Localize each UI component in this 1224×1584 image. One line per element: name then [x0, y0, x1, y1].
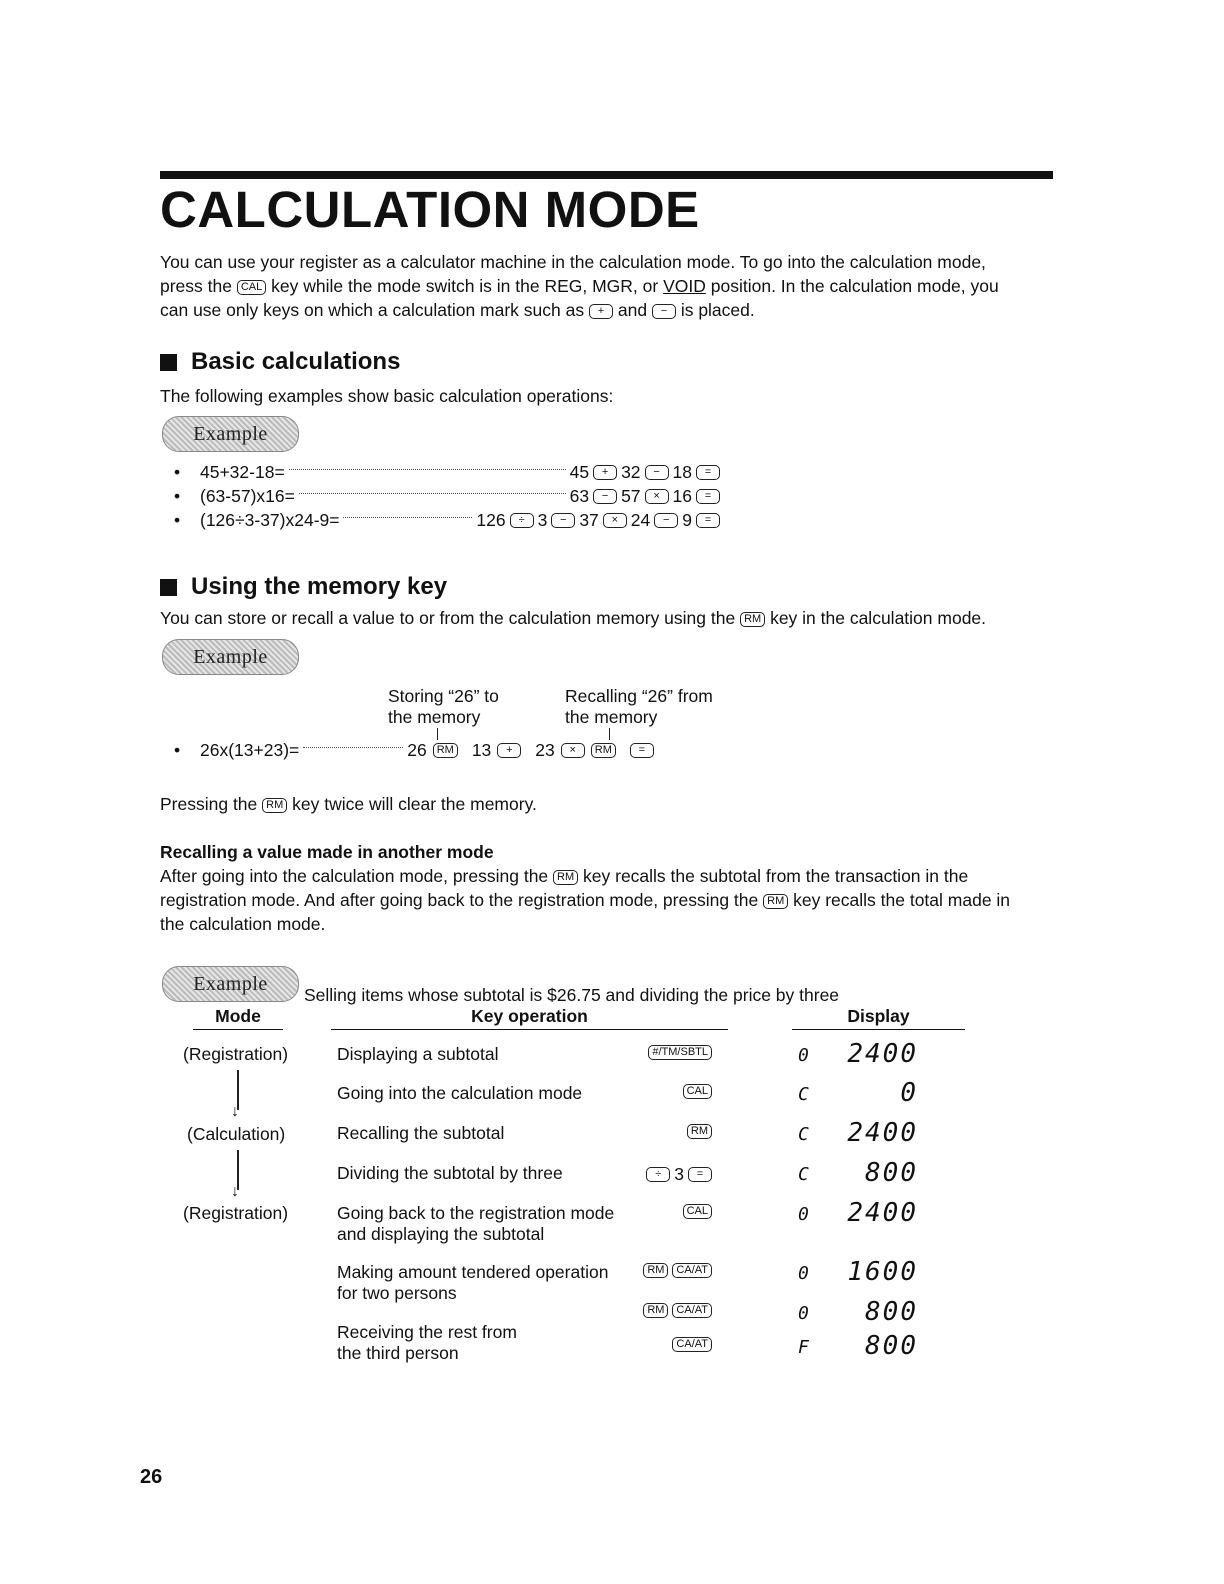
display-value: 800 [865, 1158, 918, 1188]
recall-other-mode-section: Recalling a value made in another mode After going into the calculation mode, pressing the RM key recalls the subtotal from the transaction in the registration mode. And after going back to the registration mode, pressing the RM key recalls the total made in the calculation mode. [160, 840, 1060, 936]
number: 32 [621, 462, 641, 482]
number: 57 [621, 486, 641, 506]
example-row: • 45+32-18= 45 + 32 − 18 = [160, 460, 720, 484]
cal-key: CAL [237, 280, 266, 295]
intro-line-1: You can use your register as a calculator machine in the calculation mode. To go into the calculation mode, [160, 252, 986, 272]
display-value: 2400 [847, 1039, 918, 1069]
intro-paragraph [160, 250, 1060, 322]
multiply-key: × [603, 513, 627, 528]
table-caption: Selling items whose subtotal is $26.75 and dividing the price by three [304, 985, 840, 1005]
display-column-header: Display [792, 1006, 965, 1030]
key-sequence [687, 1124, 712, 1139]
subtotal-key: #/TM/SBTL [648, 1045, 712, 1060]
display-mode-indicator: 0 [798, 1204, 809, 1225]
minus-key: − [593, 489, 617, 504]
example-badge: Example [162, 639, 299, 675]
memory-example-row: • 26x(13+23)= 26 RM 13 + 23 × RM = [160, 738, 680, 762]
multiply-key: × [645, 489, 669, 504]
page-number: 26 [140, 1466, 163, 1488]
display-value: 2400 [847, 1118, 918, 1148]
cal-key: CAL [683, 1084, 712, 1099]
memory-key-heading: Using the memory key [160, 573, 447, 601]
display-mode-indicator: 0 [798, 1045, 809, 1066]
minus-key: − [645, 465, 669, 480]
number: 3 [674, 1164, 684, 1184]
number: 45 [569, 462, 590, 482]
cal-key: CAL [683, 1204, 712, 1219]
example-row: • (126÷3-37)x24-9= 126 ÷ 3 − 37 × 24 − 9 = [160, 508, 720, 532]
divide-key: ÷ [646, 1167, 670, 1182]
basic-examples [160, 460, 720, 532]
number: 63 [569, 486, 590, 506]
number: 16 [672, 486, 692, 506]
rm-key: RM [687, 1124, 712, 1139]
number: 18 [672, 462, 692, 482]
number: 126 [476, 510, 506, 530]
display-mode-indicator: F [798, 1337, 809, 1358]
equals-key: = [696, 513, 720, 528]
leader-dots [303, 747, 403, 748]
multiply-key: × [561, 743, 585, 758]
display-mode-indicator: C [798, 1124, 809, 1145]
key-sequence [683, 1084, 712, 1099]
mode-column-header: Mode [193, 1006, 283, 1030]
page-title: CALCULATION MODE [160, 181, 700, 238]
ca-at-key: CA/AT [672, 1337, 712, 1352]
void-position: VOID [663, 276, 706, 296]
key-sequence [476, 508, 720, 532]
key-sequence [643, 1303, 712, 1318]
key-operation-column-header: Key operation [331, 1006, 728, 1030]
rm-key: RM [740, 612, 765, 627]
memory-description: You can store or recall a value to or from the calculation memory using the RM key in the calculation mode. [160, 608, 987, 628]
key-sequence [570, 484, 720, 508]
key-sequence [648, 1045, 712, 1060]
display-value: 800 [865, 1331, 918, 1361]
divide-key: ÷ [510, 513, 534, 528]
basic-description: The following examples show basic calculation operations: [160, 386, 614, 406]
display-mode-indicator: C [798, 1164, 809, 1185]
display-mode-indicator: C [798, 1084, 809, 1105]
display-mode-indicator: 0 [798, 1263, 809, 1284]
minus-key: − [654, 513, 678, 528]
recall-other-mode-heading: Recalling a value made in another mode [160, 842, 494, 862]
leader-dots [343, 517, 472, 518]
operation-description: Displaying a subtotal [337, 1044, 499, 1064]
mode-registration: (Registration) [183, 1044, 289, 1064]
example-badge: Example [162, 966, 299, 1002]
key-sequence [646, 1164, 712, 1185]
mode-registration-return: (Registration) [183, 1203, 289, 1223]
equals-key: = [630, 743, 654, 758]
mode-calculation: (Calculation) [187, 1124, 286, 1144]
recalling-label: Recalling “26” from the memory [565, 686, 713, 727]
display-value: 800 [865, 1297, 918, 1327]
example-row: • (63-57)x16= 63 − 57 × 16 = [160, 484, 720, 508]
number: 3 [537, 510, 548, 530]
plus-key: + [497, 743, 521, 758]
key-sequence: 26 RM 13 + 23 × RM = [407, 738, 654, 762]
basic-calculations-heading: Basic calculations [160, 348, 400, 376]
leader-dots [299, 493, 566, 494]
rm-key: RM [763, 894, 788, 909]
rm-key: RM [553, 870, 578, 885]
rm-key: RM [643, 1303, 668, 1318]
plus-key: + [593, 465, 617, 480]
title-rule [160, 171, 1053, 179]
rm-key: RM [643, 1263, 668, 1278]
plus-key: + [589, 304, 613, 319]
clear-memory-note: Pressing the RM key twice will clear the memory. [160, 794, 537, 814]
display-value: 0 [900, 1078, 918, 1108]
display-mode-indicator: 0 [798, 1303, 809, 1324]
ca-at-key: CA/AT [672, 1263, 712, 1278]
display-value: 1600 [847, 1257, 918, 1287]
operation-description: Receiving the rest from the third person [337, 1322, 517, 1363]
intro-line-2: press the CAL key while the mode switch is in the REG, MGR, or VOID position. In the calculation mode, you [160, 276, 999, 296]
square-bullet-icon [160, 579, 177, 596]
down-arrow-icon: ↓ [231, 1183, 239, 1200]
equals-key: = [696, 489, 720, 504]
number: 37 [579, 510, 599, 530]
operation-description: Dividing the subtotal by three [337, 1163, 563, 1183]
operation-description: Going back to the registration mode and displaying the subtotal [337, 1203, 615, 1244]
minus-key: − [652, 304, 676, 319]
rm-key: RM [591, 743, 616, 758]
leader-dots [289, 469, 566, 470]
equals-key: = [688, 1167, 712, 1182]
key-sequence [643, 1263, 712, 1278]
operation-description: Recalling the subtotal [337, 1123, 505, 1143]
storing-label: Storing “26” to the memory [388, 686, 499, 727]
number: 24 [630, 510, 651, 530]
number: 9 [682, 510, 692, 530]
key-sequence [683, 1204, 712, 1219]
equals-key: = [696, 465, 720, 480]
display-value: 2400 [847, 1198, 918, 1228]
operation-description: Going into the calculation mode [337, 1083, 583, 1103]
down-arrow-icon: ↓ [231, 1103, 239, 1120]
operation-description: Making amount tendered operation for two persons [337, 1262, 609, 1303]
minus-key: − [551, 513, 575, 528]
intro-line-3: can use only keys on which a calculation mark such as + and − is placed. [160, 300, 755, 320]
key-sequence [672, 1337, 712, 1352]
ca-at-key: CA/AT [672, 1303, 712, 1318]
square-bullet-icon [160, 354, 177, 371]
rm-key: RM [433, 743, 458, 758]
example-badge: Example [162, 416, 299, 452]
rm-key: RM [262, 798, 287, 813]
key-sequence [570, 460, 720, 484]
